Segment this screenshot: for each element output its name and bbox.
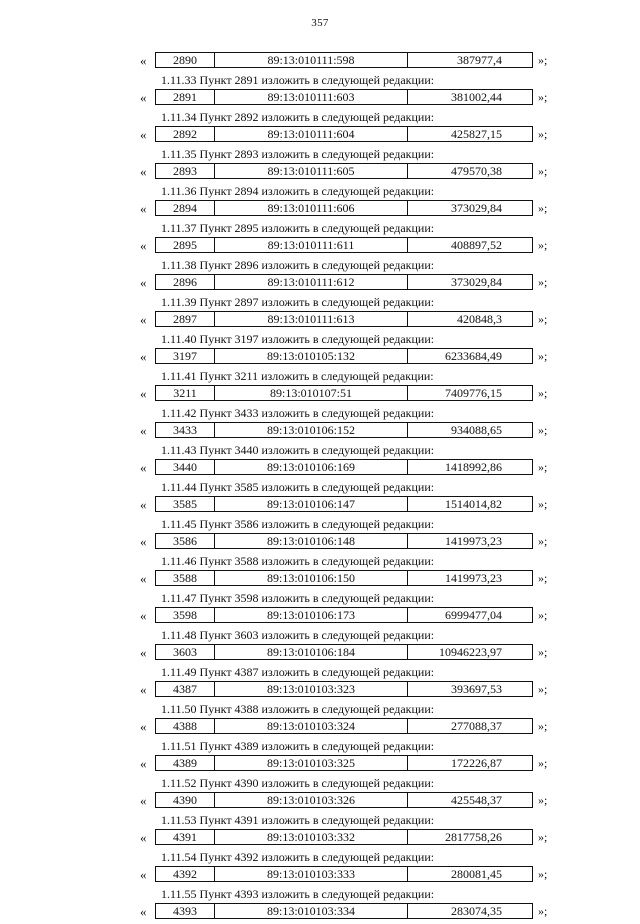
- table-row: [0, 458, 640, 478]
- item-number: 2890: [156, 53, 215, 67]
- closing-quote: »;: [538, 423, 548, 437]
- opening-quote: «: [140, 645, 147, 660]
- data-table: [155, 237, 533, 253]
- table-row: [0, 236, 640, 256]
- closing-quote: »;: [538, 608, 548, 622]
- page-number: 357: [311, 17, 329, 29]
- cadastral-value: 6233684,49: [445, 349, 502, 363]
- opening-quote: «: [140, 423, 147, 438]
- cadastral-value: 425827,15: [451, 127, 502, 141]
- table-row: [0, 88, 640, 108]
- closing-quote: »;: [538, 201, 548, 215]
- cadastral-number: 89:13:010111:612: [215, 275, 408, 289]
- data-table: [155, 274, 533, 290]
- cadastral-value: 1418992,86: [445, 460, 502, 474]
- closing-quote: »;: [538, 756, 548, 770]
- item-number: 3586: [156, 534, 215, 548]
- table-row: [0, 125, 640, 145]
- cadastral-value: 1419973,23: [445, 571, 502, 585]
- cadastral-value: 6999477,04: [445, 608, 502, 622]
- amendment-heading: 1.11.42 Пункт 3433 изложить в следующей редакции:: [161, 406, 435, 420]
- cadastral-number: 89:13:010111:613: [215, 312, 408, 326]
- cadastral-number: 89:13:010103:334: [215, 904, 408, 918]
- data-table: [155, 829, 533, 845]
- table-row: [0, 421, 640, 441]
- closing-quote: »;: [538, 719, 548, 733]
- cadastral-number: 89:13:010103:333: [215, 867, 408, 881]
- amendment-heading: 1.11.39 Пункт 2897 изложить в следующей редакции:: [161, 295, 435, 309]
- amendment-heading: 1.11.49 Пункт 4387 изложить в следующей редакции:: [161, 665, 435, 679]
- item-number: 3211: [156, 386, 215, 400]
- closing-quote: »;: [538, 275, 548, 289]
- cadastral-value: 387977,4: [457, 53, 502, 67]
- opening-quote: «: [140, 90, 147, 105]
- closing-quote: »;: [538, 312, 548, 326]
- amendment-heading: 1.11.36 Пункт 2894 изложить в следующей редакции:: [161, 184, 435, 198]
- table-row: [0, 199, 640, 219]
- cadastral-value: 10946223,97: [439, 645, 502, 659]
- data-table: [155, 89, 533, 105]
- cadastral-number: 89:13:010106:173: [215, 608, 408, 622]
- cadastral-number: 89:13:010103:332: [215, 830, 408, 844]
- closing-quote: »;: [538, 682, 548, 696]
- closing-quote: »;: [538, 497, 548, 511]
- opening-quote: «: [140, 497, 147, 512]
- table-row: [0, 51, 640, 71]
- closing-quote: »;: [538, 460, 548, 474]
- table-row: [0, 532, 640, 552]
- item-number: 4389: [156, 756, 215, 770]
- cadastral-number: 89:13:010111:603: [215, 90, 408, 104]
- amendment-heading: 1.11.44 Пункт 3585 изложить в следующей редакции:: [161, 480, 435, 494]
- table-row: [0, 828, 640, 848]
- amendment-heading: 1.11.35 Пункт 2893 изложить в следующей редакции:: [161, 147, 435, 161]
- item-number: 2896: [156, 275, 215, 289]
- item-number: 2895: [156, 238, 215, 252]
- amendment-heading: 1.11.43 Пункт 3440 изложить в следующей редакции:: [161, 443, 435, 457]
- closing-quote: »;: [538, 830, 548, 844]
- item-number: 4390: [156, 793, 215, 807]
- opening-quote: «: [140, 608, 147, 623]
- cadastral-value: 420848,3: [457, 312, 502, 326]
- cadastral-value: 280081,45: [451, 867, 502, 881]
- item-number: 4391: [156, 830, 215, 844]
- data-table: [155, 533, 533, 549]
- table-row: [0, 384, 640, 404]
- cadastral-value: 408897,52: [451, 238, 502, 252]
- amendment-heading: 1.11.38 Пункт 2896 изложить в следующей редакции:: [161, 258, 435, 272]
- data-table: [155, 718, 533, 734]
- item-number: 2897: [156, 312, 215, 326]
- amendment-heading: 1.11.46 Пункт 3588 изложить в следующей редакции:: [161, 554, 435, 568]
- cadastral-number: 89:13:010103:325: [215, 756, 408, 770]
- closing-quote: »;: [538, 53, 548, 67]
- closing-quote: »;: [538, 904, 548, 918]
- amendment-heading: 1.11.33 Пункт 2891 изложить в следующей редакции:: [161, 73, 435, 87]
- cadastral-number: 89:13:010111:598: [215, 53, 408, 67]
- cadastral-number: 89:13:010106:169: [215, 460, 408, 474]
- item-number: 4388: [156, 719, 215, 733]
- cadastral-number: 89:13:010111:604: [215, 127, 408, 141]
- table-row: [0, 606, 640, 626]
- cadastral-number: 89:13:010106:184: [215, 645, 408, 659]
- item-number: 3440: [156, 460, 215, 474]
- data-table: [155, 792, 533, 808]
- data-table: [155, 348, 533, 364]
- data-table: [155, 200, 533, 216]
- table-row: [0, 754, 640, 774]
- closing-quote: »;: [538, 127, 548, 141]
- data-table: [155, 163, 533, 179]
- opening-quote: «: [140, 349, 147, 364]
- amendment-heading: 1.11.50 Пункт 4388 изложить в следующей редакции:: [161, 702, 435, 716]
- opening-quote: «: [140, 867, 147, 882]
- opening-quote: «: [140, 682, 147, 697]
- item-number: 4393: [156, 904, 215, 918]
- table-row: [0, 310, 640, 330]
- table-row: [0, 569, 640, 589]
- cadastral-number: 89:13:010107:51: [215, 386, 408, 400]
- opening-quote: «: [140, 53, 147, 68]
- cadastral-value: 7409776,15: [445, 386, 502, 400]
- closing-quote: »;: [538, 349, 548, 363]
- data-table: [155, 311, 533, 327]
- closing-quote: »;: [538, 571, 548, 585]
- table-row: [0, 162, 640, 182]
- table-row: [0, 643, 640, 663]
- data-table: [155, 607, 533, 623]
- cadastral-value: 1419973,23: [445, 534, 502, 548]
- cadastral-value: 381002,44: [451, 90, 502, 104]
- item-number: 3588: [156, 571, 215, 585]
- opening-quote: «: [140, 904, 147, 919]
- cadastral-number: 89:13:010111:606: [215, 201, 408, 215]
- table-row: [0, 791, 640, 811]
- opening-quote: «: [140, 201, 147, 216]
- opening-quote: «: [140, 386, 147, 401]
- table-row: [0, 680, 640, 700]
- table-row: [0, 495, 640, 515]
- item-number: 3433: [156, 423, 215, 437]
- item-number: 2892: [156, 127, 215, 141]
- opening-quote: «: [140, 164, 147, 179]
- amendment-heading: 1.11.41 Пункт 3211 изложить в следующей редакции:: [161, 369, 434, 383]
- data-table: [155, 903, 533, 919]
- cadastral-number: 89:13:010106:148: [215, 534, 408, 548]
- item-number: 3197: [156, 349, 215, 363]
- cadastral-value: 425548,37: [451, 793, 502, 807]
- cadastral-value: 934088,65: [451, 423, 502, 437]
- cadastral-number: 89:13:010106:152: [215, 423, 408, 437]
- closing-quote: »;: [538, 793, 548, 807]
- opening-quote: «: [140, 127, 147, 142]
- opening-quote: «: [140, 571, 147, 586]
- cadastral-value: 373029,84: [451, 275, 502, 289]
- closing-quote: »;: [538, 534, 548, 548]
- amendment-heading: 1.11.51 Пункт 4389 изложить в следующей редакции:: [161, 739, 435, 753]
- amendment-heading: 1.11.48 Пункт 3603 изложить в следующей редакции:: [161, 628, 435, 642]
- cadastral-number: 89:13:010103:326: [215, 793, 408, 807]
- cadastral-value: 479570,38: [451, 164, 502, 178]
- item-number: 2891: [156, 90, 215, 104]
- cadastral-number: 89:13:010106:150: [215, 571, 408, 585]
- cadastral-value: 283074,35: [451, 904, 502, 918]
- item-number: 3603: [156, 645, 215, 659]
- amendment-heading: 1.11.53 Пункт 4391 изложить в следующей редакции:: [161, 813, 435, 827]
- cadastral-value: 2817758,26: [445, 830, 502, 844]
- item-number: 4387: [156, 682, 215, 696]
- table-row: [0, 347, 640, 367]
- item-number: 2893: [156, 164, 215, 178]
- cadastral-number: 89:13:010103:323: [215, 682, 408, 696]
- cadastral-value: 277088,37: [451, 719, 502, 733]
- table-row: [0, 273, 640, 293]
- opening-quote: «: [140, 534, 147, 549]
- data-table: [155, 570, 533, 586]
- closing-quote: »;: [538, 386, 548, 400]
- data-table: [155, 644, 533, 660]
- data-table: [155, 755, 533, 771]
- item-number: 3585: [156, 497, 215, 511]
- opening-quote: «: [140, 756, 147, 771]
- cadastral-number: 89:13:010103:324: [215, 719, 408, 733]
- cadastral-value: 172226,87: [451, 756, 502, 770]
- opening-quote: «: [140, 830, 147, 845]
- amendment-heading: 1.11.55 Пункт 4393 изложить в следующей редакции:: [161, 887, 435, 901]
- opening-quote: «: [140, 275, 147, 290]
- amendment-heading: 1.11.37 Пункт 2895 изложить в следующей редакции:: [161, 221, 435, 235]
- cadastral-value: 393697,53: [451, 682, 502, 696]
- data-table: [155, 126, 533, 142]
- opening-quote: «: [140, 312, 147, 327]
- amendment-heading: 1.11.40 Пункт 3197 изложить в следующей редакции:: [161, 332, 435, 346]
- item-number: 2894: [156, 201, 215, 215]
- data-table: [155, 52, 533, 68]
- table-row: [0, 902, 640, 922]
- opening-quote: «: [140, 719, 147, 734]
- amendment-heading: 1.11.34 Пункт 2892 изложить в следующей редакции:: [161, 110, 435, 124]
- amendment-heading: 1.11.47 Пункт 3598 изложить в следующей редакции:: [161, 591, 435, 605]
- cadastral-number: 89:13:010105:132: [215, 349, 408, 363]
- closing-quote: »;: [538, 867, 548, 881]
- amendment-heading: 1.11.52 Пункт 4390 изложить в следующей редакции:: [161, 776, 435, 790]
- data-table: [155, 681, 533, 697]
- opening-quote: «: [140, 238, 147, 253]
- document-body: [0, 51, 640, 924]
- data-table: [155, 422, 533, 438]
- table-row: [0, 717, 640, 737]
- data-table: [155, 496, 533, 512]
- closing-quote: »;: [538, 238, 548, 252]
- cadastral-number: 89:13:010106:147: [215, 497, 408, 511]
- amendment-heading: 1.11.54 Пункт 4392 изложить в следующей редакции:: [161, 850, 435, 864]
- closing-quote: »;: [538, 164, 548, 178]
- opening-quote: «: [140, 793, 147, 808]
- table-row: [0, 865, 640, 885]
- item-number: 4392: [156, 867, 215, 881]
- closing-quote: »;: [538, 90, 548, 104]
- data-table: [155, 385, 533, 401]
- cadastral-number: 89:13:010111:605: [215, 164, 408, 178]
- item-number: 3598: [156, 608, 215, 622]
- data-table: [155, 459, 533, 475]
- opening-quote: «: [140, 460, 147, 475]
- cadastral-value: 1514014,82: [445, 497, 502, 511]
- cadastral-value: 373029,84: [451, 201, 502, 215]
- amendment-heading: 1.11.45 Пункт 3586 изложить в следующей редакции:: [161, 517, 435, 531]
- data-table: [155, 866, 533, 882]
- cadastral-number: 89:13:010111:611: [215, 238, 408, 252]
- closing-quote: »;: [538, 645, 548, 659]
